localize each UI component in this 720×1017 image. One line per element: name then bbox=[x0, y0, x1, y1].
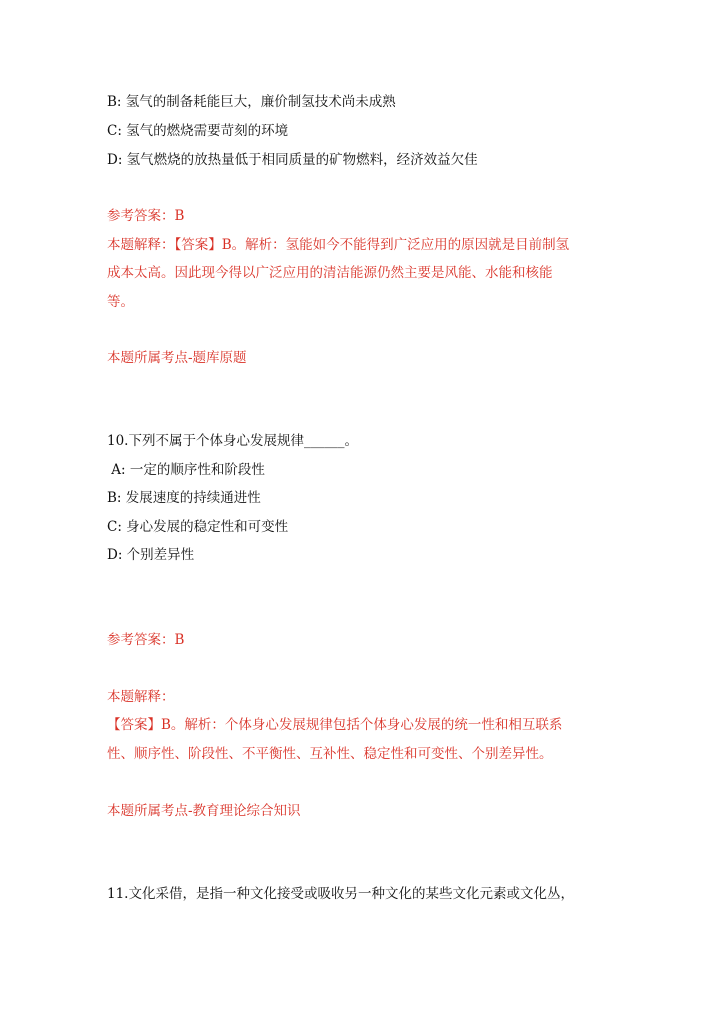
q10-option-c: C: 身心发展的稳定性和可变性 bbox=[107, 519, 289, 535]
q11-stem: 11.文化采借，是指一种文化接受或吸收另一种文化的某些文化元素或文化丛， bbox=[107, 886, 574, 902]
q9-explanation-line-1: 本题解释：【答案】B。解析：氢能如今不能得到广泛应用的原因就是目前制氢 bbox=[107, 237, 570, 253]
q10-topic: 本题所属考点-教育理论综合知识 bbox=[107, 803, 301, 819]
q9-topic: 本题所属考点-题库原题 bbox=[107, 350, 247, 366]
q10-option-b: B: 发展速度的持续通进性 bbox=[107, 490, 261, 506]
q10-explanation-line-2: 性、顺序性、阶段性、不平衡性、互补性、稳定性和可变性、个别差异性。 bbox=[107, 746, 553, 762]
q9-explanation-line-3: 等。 bbox=[107, 294, 134, 310]
q10-explanation-line-1: 【答案】B。解析：个体身心发展规律包括个体身心发展的统一性和相互联系 bbox=[107, 717, 563, 733]
q9-answer: 参考答案：B bbox=[107, 208, 185, 224]
q10-option-d: D: 个别差异性 bbox=[107, 547, 195, 563]
q9-option-c: C: 氢气的燃烧需要苛刻的环境 bbox=[107, 123, 289, 139]
q9-option-b: B: 氢气的制备耗能巨大，廉价制氢技术尚未成熟 bbox=[107, 94, 396, 110]
q9-explanation-line-2: 成本太高。因此现今得以广泛应用的清洁能源仍然主要是风能、水能和核能 bbox=[107, 265, 553, 281]
q10-option-a: A: 一定的顺序性和阶段性 bbox=[107, 462, 265, 478]
q10-explanation-label: 本题解释： bbox=[107, 689, 175, 705]
q10-answer: 参考答案：B bbox=[107, 632, 185, 648]
q10-stem: 10.下列不属于个体身心发展规律______。 bbox=[107, 433, 358, 449]
q9-option-d: D: 氢气燃烧的放热量低于相同质量的矿物燃料，经济效益欠佳 bbox=[107, 152, 478, 168]
